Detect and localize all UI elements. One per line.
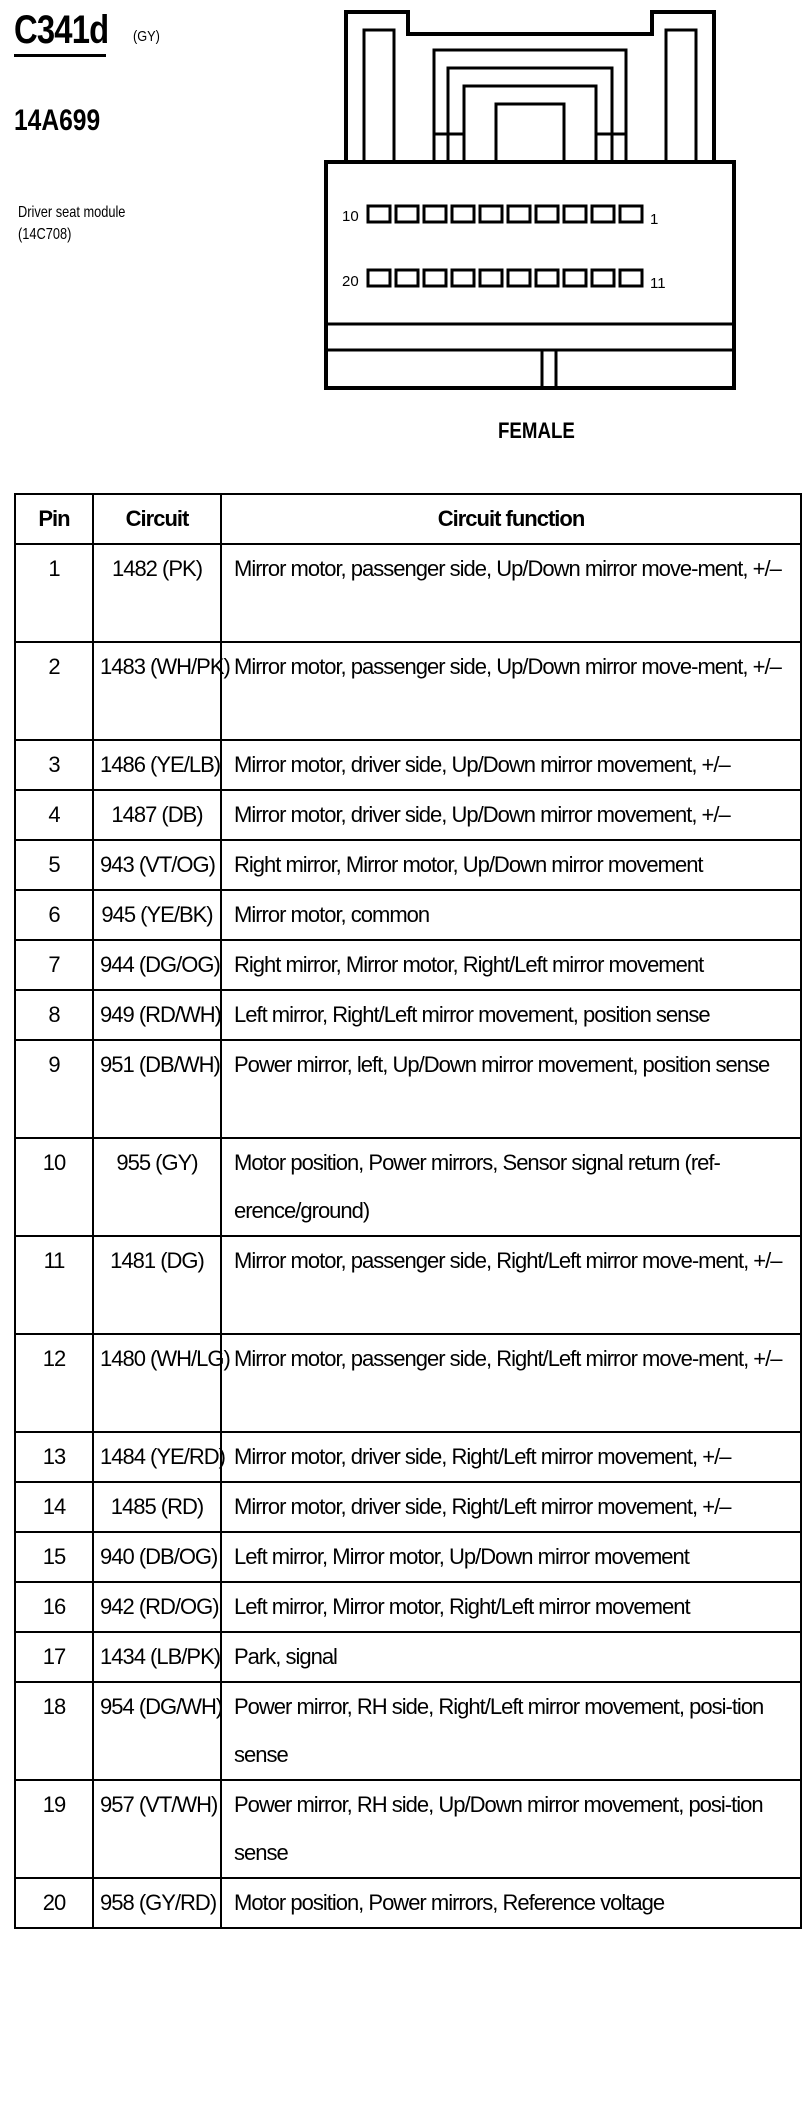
pin-number: 9 (15, 1040, 93, 1138)
pin-number: 15 (15, 1532, 93, 1582)
pin-number: 7 (15, 940, 93, 990)
pin-label-1: 1 (650, 211, 659, 228)
table-row (15, 890, 801, 940)
circuit-code: 954 (DG/WH) (93, 1682, 221, 1780)
circuit-code: 1483 (WH/PK) (93, 642, 221, 740)
pin-number: 5 (15, 840, 93, 890)
circuit-code: 958 (GY/RD) (93, 1878, 221, 1928)
circuit-code: 1482 (PK) (93, 544, 221, 642)
circuit-function: Motor position, Power mirrors, Reference voltage (221, 1878, 801, 1928)
circuit-code: 1481 (DG) (93, 1236, 221, 1334)
pin-number: 8 (15, 990, 93, 1040)
pin-number: 3 (15, 740, 93, 790)
pin-label-10: 10 (342, 208, 359, 225)
circuit-function: Mirror motor, common (221, 890, 801, 940)
circuit-function: Mirror motor, driver side, Right/Left mirror movement, +/– (221, 1482, 801, 1532)
pin-number: 4 (15, 790, 93, 840)
circuit-function: Left mirror, Mirror motor, Right/Left mirror movement (221, 1582, 801, 1632)
pin-number: 16 (15, 1582, 93, 1632)
circuit-function: Power mirror, RH side, Right/Left mirror movement, posi-tion sense (221, 1682, 801, 1780)
circuit-code: 944 (DG/OG) (93, 940, 221, 990)
table-row (15, 940, 801, 990)
circuit-function: Mirror motor, driver side, Up/Down mirror movement, +/– (221, 790, 801, 840)
pin-number: 18 (15, 1682, 93, 1780)
column-header-circuit: Circuit (93, 494, 221, 544)
part-number: 14A699 (14, 104, 101, 137)
table-row (15, 1138, 801, 1236)
table-row (15, 1532, 801, 1582)
connector-housing (326, 12, 734, 388)
connector-color: (GY) (133, 28, 160, 45)
table-row (15, 1432, 801, 1482)
pin-number: 10 (15, 1138, 93, 1236)
circuit-code: 955 (GY) (93, 1138, 221, 1236)
circuit-code: 1485 (RD) (93, 1482, 221, 1532)
table-row (15, 990, 801, 1040)
circuit-code: 1480 (WH/LG) (93, 1334, 221, 1432)
circuit-code: 1484 (YE/RD) (93, 1432, 221, 1482)
pin-label-20: 20 (342, 273, 359, 290)
circuit-code: 1486 (YE/LB) (93, 740, 221, 790)
circuit-function: Left mirror, Right/Left mirror movement, position sense (221, 990, 801, 1040)
table-row (15, 1682, 801, 1780)
connector-gender-label: FEMALE (498, 418, 575, 443)
circuit-function: Mirror motor, passenger side, Right/Left mirror move-ment, +/– (221, 1334, 801, 1432)
table-row (15, 544, 801, 642)
table-row (15, 1878, 801, 1928)
circuit-code: 949 (RD/WH) (93, 990, 221, 1040)
pin-number: 1 (15, 544, 93, 642)
table-row (15, 840, 801, 890)
table-row (15, 1780, 801, 1878)
circuit-function: Mirror motor, passenger side, Up/Down mirror move-ment, +/– (221, 544, 801, 642)
pin-number: 14 (15, 1482, 93, 1532)
circuit-function: Power mirror, left, Up/Down mirror movement, position sense (221, 1040, 801, 1138)
pin-cavity-row-bottom (368, 270, 642, 286)
pin-cavity-row-top (368, 206, 642, 222)
column-header-function: Circuit function (221, 494, 801, 544)
pin-number: 11 (15, 1236, 93, 1334)
table-header-row (15, 494, 801, 544)
title-underline (14, 54, 106, 57)
circuit-function: Mirror motor, passenger side, Up/Down mirror move-ment, +/– (221, 642, 801, 740)
table-row (15, 1236, 801, 1334)
connector-id: C341d (14, 8, 109, 52)
circuit-function: Right mirror, Mirror motor, Right/Left mirror movement (221, 940, 801, 990)
circuit-function: Park, signal (221, 1632, 801, 1682)
pin-number: 19 (15, 1780, 93, 1878)
circuit-code: 957 (VT/WH) (93, 1780, 221, 1878)
pinout-table-body (15, 544, 801, 1928)
table-row (15, 642, 801, 740)
circuit-function: Power mirror, RH side, Up/Down mirror movement, posi-tion sense (221, 1780, 801, 1878)
circuit-function: Right mirror, Mirror motor, Up/Down mirror movement (221, 840, 801, 890)
pin-number: 17 (15, 1632, 93, 1682)
table-row (15, 1482, 801, 1532)
pin-number: 13 (15, 1432, 93, 1482)
circuit-function: Mirror motor, passenger side, Right/Left mirror move-ment, +/– (221, 1236, 801, 1334)
circuit-function: Left mirror, Mirror motor, Up/Down mirror movement (221, 1532, 801, 1582)
circuit-function: Mirror motor, driver side, Up/Down mirror movement, +/– (221, 740, 801, 790)
connector-face-diagram (322, 0, 742, 400)
module-part-number: (14C708) (18, 226, 72, 243)
table-row (15, 1334, 801, 1432)
circuit-function: Mirror motor, driver side, Right/Left mirror movement, +/– (221, 1432, 801, 1482)
pin-label-11: 11 (650, 275, 666, 292)
circuit-code: 1434 (LB/PK) (93, 1632, 221, 1682)
table-row (15, 1582, 801, 1632)
pin-number: 2 (15, 642, 93, 740)
table-row (15, 790, 801, 840)
circuit-function: Motor position, Power mirrors, Sensor signal return (ref-erence/ground) (221, 1138, 801, 1236)
circuit-code: 1487 (DB) (93, 790, 221, 840)
module-name: Driver seat module (18, 204, 126, 221)
pinout-table (14, 493, 802, 1929)
circuit-code: 940 (DB/OG) (93, 1532, 221, 1582)
table-row (15, 1040, 801, 1138)
circuit-code: 943 (VT/OG) (93, 840, 221, 890)
table-row (15, 740, 801, 790)
module-description (18, 202, 125, 246)
table-row (15, 1632, 801, 1682)
circuit-code: 945 (YE/BK) (93, 890, 221, 940)
pin-number: 6 (15, 890, 93, 940)
circuit-code: 942 (RD/OG) (93, 1582, 221, 1632)
circuit-code: 951 (DB/WH) (93, 1040, 221, 1138)
column-header-pin: Pin (15, 494, 93, 544)
pin-number: 12 (15, 1334, 93, 1432)
pin-number: 20 (15, 1878, 93, 1928)
